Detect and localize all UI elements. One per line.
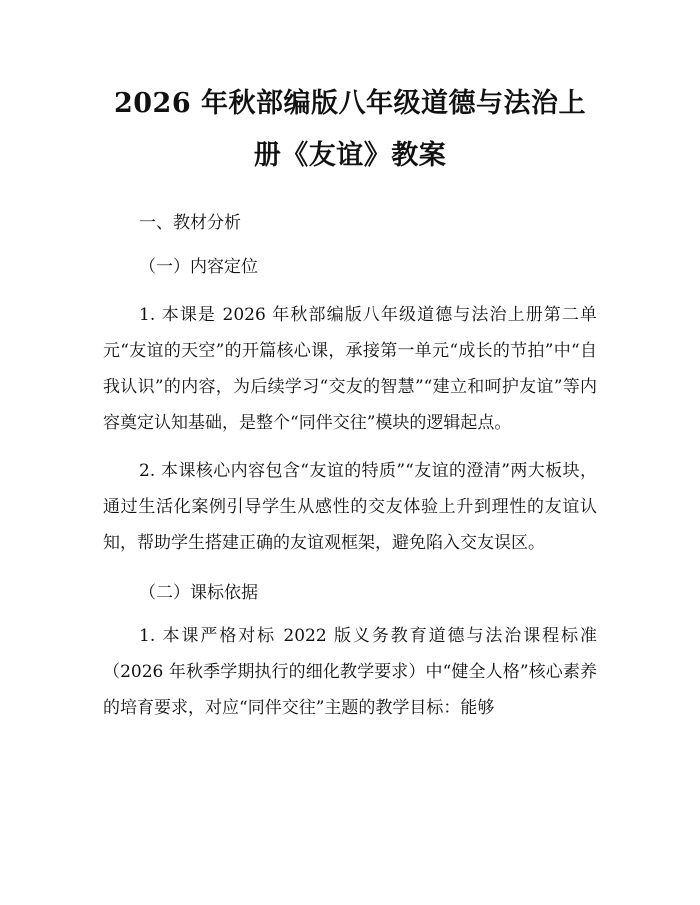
paragraph-content-positioning-2: 2. 本课核心内容包含“友谊的特质”“友谊的澄清”两大板块，通过生活化案例引导学生从感性的交友体验上升到理性的友谊认知，帮助学生搭建正确的友谊观框架，避免陷入交友误区。: [103, 461, 597, 553]
section-heading-textbook-analysis: 一、教材分析: [139, 213, 241, 233]
paragraph-curriculum-basis-1: 1. 本课严格对标 2022 版义务教育道德与法治课程标准（2026 年秋季学期执行的细化教学要求）中“健全人格”核心素养的培育要求，对应“同伴交往”主题的教学目标：能够: [103, 626, 597, 718]
subsection-heading-curriculum-basis: （二）课标依据: [139, 583, 258, 603]
subsection-heading-content-positioning: （一）内容定位: [139, 257, 258, 277]
paragraph-content-positioning-1: 1. 本课是 2026 年秋部编版八年级道德与法治上册第二单元“友谊的天空”的开篇核心课，承接第一单元“成长的节拍”中“自我认识”的内容，为后续学习“交友的智慧”“建立和呵护友谊”等内容奠定认知基础，是整个“同伴交往”模块的逻辑起点。: [103, 305, 597, 433]
document-title: 2026 年秋部编版八年级道德与法治上册《友谊》教案: [113, 88, 587, 171]
